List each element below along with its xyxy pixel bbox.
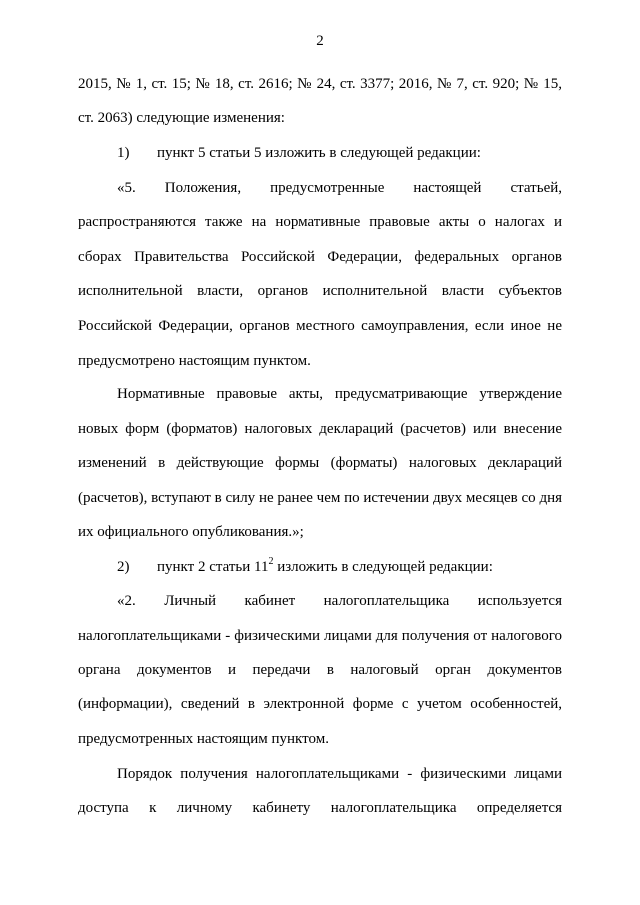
list-item-text-pre: пункт 2 статьи 11 (157, 559, 269, 575)
list-item-number: 1) (117, 145, 130, 161)
text-line: 2015, № 1, ст. 15; № 18, ст. 2616; № 24, ст. 3377; 2016, № 7, ст. 920; № 15, (78, 76, 562, 92)
text-line: доступа к личному кабинету налогоплательщика определяется (78, 800, 562, 816)
text-line: ст. 2063) следующие изменения: (78, 110, 285, 126)
list-item-text-post: изложить в следующей редакции: (273, 559, 493, 575)
text-line: органа документов и передачи в налоговый орган документов (78, 662, 562, 678)
text-line: Порядок получения налогоплательщиками - физическими лицами (117, 766, 562, 782)
text-line: новых форм (форматов) налоговых деклараций (расчетов) или внесение (78, 421, 562, 437)
text-line: Российской Федерации, органов местного самоуправления, если иное не (78, 318, 562, 334)
superscript: 2 (268, 556, 274, 567)
text-line: предусмотренных настоящим пунктом. (78, 731, 329, 747)
text-line: сборах Правительства Российской Федерации, федеральных органов (78, 249, 562, 265)
text-line: «5. Положения, предусмотренные настоящей статьей, (117, 180, 562, 196)
text-line: налогоплательщиками - физическими лицами для получения от налогового (78, 628, 562, 644)
text-line: их официального опубликования.»; (78, 524, 304, 540)
page-number: 2 (316, 33, 324, 49)
text-line: предусмотрено настоящим пунктом. (78, 353, 311, 369)
text-line: (расчетов), вступают в силу не ранее чем по истечении двух месяцев со дня (78, 490, 562, 506)
list-item-2 (117, 557, 562, 577)
list-item-1 (117, 143, 562, 163)
text-line: изменений в действующие формы (форматы) налоговых деклараций (78, 455, 562, 471)
text-line: распространяются также на нормативные правовые акты о налогах и (78, 214, 562, 230)
list-item-text: пункт 5 статьи 5 изложить в следующей редакции: (157, 145, 481, 161)
text-line: исполнительной власти, органов исполнительной власти субъектов (78, 283, 562, 299)
text-line: Нормативные правовые акты, предусматривающие утверждение (117, 386, 562, 402)
text-line: (информации), сведений в электронной форме с учетом особенностей, (78, 696, 562, 712)
list-item-number: 2) (117, 559, 130, 575)
text-line: «2. Личный кабинет налогоплательщика используется (117, 593, 562, 609)
